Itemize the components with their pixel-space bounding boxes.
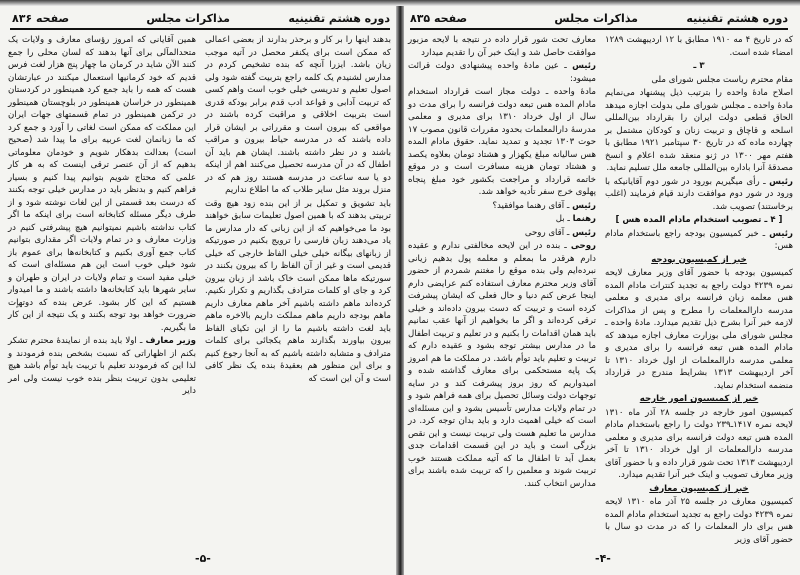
paragraph-text: کمیسیون معارف در جلسه ۲۵ آذر ماه ۱۳۱۰ لایحه نمره ۴۲۳۹ دولت راجع به تجدید استخدام مادام المده هس برای دار المعلمات را که در مدت دو سال با حضور آقای وزیر bbox=[605, 497, 793, 545]
paragraph-text: ـ رأی میگیریم بورود در شور دوم آقایانیکه با ورود در شور دوم موافقت دارند قیام فرمایند (اغلب برخاستند) تصویب شد. bbox=[605, 176, 793, 212]
paragraph bbox=[408, 34, 596, 59]
paragraph bbox=[605, 267, 793, 392]
paragraph-text: باید تشویق و تمکیل بر از این بنده زود هیچ وقت تربیتی بدهند که با همین اصول تعلیمات سابق خواهند بود ما می‌خواهیم که از این زبانی که دار مدارس ما یاد می‌دهند زبان فارسی را ترویج بکنیم در صورتیکه از زبانهای بیگانه خیلی خیلی الفاظ خارجی که خیلی قدیمی است و غیر از آن الفاظ را که بیرون بکنند در سورتیکه ماها ممکن است خاک باشد از زبان بیرون کرد و جای او کلمات مترادف بگذاریم و تکرار نکنیم. کرده‌اند ماهم داشته باشیم آخر ماهم معارف داریم ماهم بودجه داریم ماهم مملکت داریم بالاخره ماهم باید لغت داشته باشیم ما را از این تکیای الفاظ بیرون بیاورند بگذارند ماهم یکجائی برای کلمات مترادف و متشابه داشته باشیم که به آنجا رجوع کنیم و برای این منظور هم بعقیدهٔ بنده یک نظر کافی است و آن این است که bbox=[205, 198, 391, 384]
speaker-name: روحی bbox=[570, 241, 596, 251]
paragraph-text: مادهٔ واحده ـ دولت مجاز است قرارداد استخدام مادام المده هس تبعه دولت فرانسه را برای مدت دو سال از اول خرداد ۱۳۱۰ برای مدیری و معلمی مدرسهٔ دارالمعلمات بحدود مقررات قانون مصوب ۱۷ حوت ۱۳۰۳ تجدید و تمدید نماید. حقوق مادام المده هس سالیانه مبلغ یکهزار و هشتاد تومان بعلاوه یکصد و هشتاد تومان هزینه مسافرت است و در موقع خاتمه قرارداد و مراجعت بکشور خود مبلغ پنجاه پهلوی خرج سفر تأدیه خواهد شد. bbox=[408, 87, 597, 197]
section-heading: [ ۴ ـ تصویب استخدام مادام المده هس ] bbox=[615, 215, 783, 225]
page-header bbox=[10, 12, 390, 30]
paragraph-text: همین آقایانی که امروز رؤسای معارف و ولایات یک متحدالمآلی برای آنها بدهند که لسان محلی را جمع کنند الآن شاید در کرمان ما چهار پنج هزار لغت فرس قدیم که خود کرمانیها استعمال میکنند در عبارتشان هست که همه را باید جمع کرد همینطور در کردستان همینطور در خراسان همینطور در بلوچستان همینطور در ترکمن همینطور در تمام قسمتهای جهات ایران این مملکت که ممکن است لغاتی را آورد و جمع کرد که ما زبانمان لغت عربیه برای ما پیدا شد (صحیح است) بعدالت بدهکار شویم و خودمان معلوماتی بدهیم که از آن عنصر ترقی اینست که به هر کار علمی که محتاج شویم بتوانیم پیدا کنیم و بسیار فراهم کنیم و بدنظر باید در مدارس خیلی توجه بکنند که درست بعد قسمتی از این لغات نوشته شود و از طرف دیگر مسئله کتابخانه است برای اینکه ما اگر کتاب نداشته باشیم نمیتوانیم هیچ پیشرفتی کنیم در وزارت معارف و در تمام ولایات اگر مقداری بتوانیم کتاب جمع آوری بکنیم و کتابخانه‌ها برای عموم باز شود خیلی خوب است این هم مسئله‌ای است که خیلی مفید است و تمام ولایات در ایران و طهران و سایر شهرها باید کتابخانه‌ها داشته باشند و ما امیدوار هستیم که این کار بشود. عرض بنده که دوتهاٍت ضرورت خواهد بود توجه بکنند و یک نتیجه از این کار ما بگیریم. bbox=[8, 35, 196, 333]
section-heading: ۳ ـ bbox=[693, 61, 705, 71]
page-title: مذاکرات مجلس bbox=[146, 12, 230, 25]
report-heading: خبر از کمیسیون امور خارجه bbox=[639, 394, 759, 404]
paragraph bbox=[205, 34, 391, 197]
paragraph bbox=[408, 200, 596, 213]
paragraph bbox=[605, 87, 793, 175]
scan-shadow bbox=[0, 0, 800, 6]
speaker-name: وزیر معارف bbox=[145, 336, 196, 346]
column-right bbox=[605, 34, 793, 547]
paragraph-text: ـ آقای رهنما موافقید؟ bbox=[492, 200, 573, 211]
book-gutter bbox=[396, 0, 404, 575]
speaker-name: رئیس bbox=[572, 200, 596, 211]
column-left bbox=[408, 34, 596, 491]
page-number: صفحه ۸۳۵ bbox=[410, 12, 468, 25]
page-title: مذاکرات مجلس bbox=[554, 12, 638, 25]
speaker-name: رئیس bbox=[769, 176, 793, 187]
paragraph bbox=[605, 407, 793, 482]
paragraph bbox=[408, 227, 596, 240]
page-footer-number: -۴- bbox=[595, 552, 611, 565]
session-label: دوره هشتم تقنینیه bbox=[288, 12, 390, 25]
column-right bbox=[205, 34, 391, 386]
speaker-name: رئیس bbox=[572, 227, 596, 238]
paragraph bbox=[605, 74, 793, 87]
column-left bbox=[8, 34, 196, 399]
paragraph-text: اصلاح مادهٔ واحده را بترتیب ذیل پیشنهاد می‌نمایم مادهٔ واحده ـ مجلس شورای ملی بدولت اجازه میدهد الحاق قطعی دولت ایران را بقرارداد بین‌المللی اسلحه و قاچاق و تربیت زنان و کودکان مشتمل بر چهارده ماده که در تاریخ ۳۰ سپتامبر ۱۹۲۱ مطابق با هفتم مهر ۱۳۰۰ در ژنو منعقد شده اعلام و انسخ مصدقهٔ آنرا باداره بین‌المللی جامعه ملل تسلیم نماید. bbox=[605, 88, 793, 173]
paragraph-text: کمیسیون بودجه با حضور آقای وزیر معارف لایحه نمره ۴۲۳۹ دولت راجع به تجدید کنترات مادام المده هس معلمه زبان فرانسه برای مدیری و معلمی مدرسه دارالمعلمات را مطرح و پس از مذاکرات لازمه خبر آنرا بشرح ذیل تقدیم میدارد. مادهٔ واحده ـ مجلس شورای ملی بوزارت معارف اجازه میدهد که مادام المده هس تبعه فرانسه را برای مدیری و معلمی مدرسه دارالمعلمات از اول خرداد ۱۳۱۰ تا آخر اردیبهشت ۱۳۱۳ بشرایط مندرج در قرارداد منضمه استخدام نماید. bbox=[605, 268, 794, 391]
page-header bbox=[410, 12, 788, 30]
report-heading: خبر از کمیسیون بودجه bbox=[651, 254, 747, 265]
paragraph bbox=[605, 496, 793, 546]
paragraph-text: ـ اولا باید بنده از نمایندهٔ محترم تشکر بکنم از اظهاراتی که نسبت بشخص بنده فرمودند و لذا این که فرمودند تعلیم با تربیت باید توأم باشد هیچ تعلیمی بدون تربیت بنظر بنده خوب نیست ولی امر دایر bbox=[8, 336, 196, 396]
paragraph bbox=[605, 176, 793, 214]
paragraph bbox=[8, 335, 196, 398]
speaker-name: رهنما bbox=[572, 214, 596, 224]
paragraph-text: ـ عین مادهٔ واحده پیشنهادی دولت قرائت میشود: bbox=[408, 61, 596, 84]
paragraph-text: ـ بنده در این لایحه مخالفتی ندارم و عقیده دارم هرقدر ما بمعلم و معلمه پول بدهیم زیانی نبرده‌ایم ولی بنده موقع را مغتنم شمردم از حضور آقای وزیر محترم معارف استفاده کنم عرایضی دارم اینجا عرض کنم دنیا و حال فعلی که ایشان پیشرفت کرده است و تربیت که دست بیرون داده‌اند و خیلی ترقی کرده‌اند و اگر ما بخواهیم از آنها عقب نمانیم باید همان اقدامات را بکنیم و در تعلیم و تربیت اطفال ما در مدارس بیشتر توجه بشود و عقیده دارم که تربیت و تعلیم باید توأم باشد. در مملکت ما هم امروز یک پایه مستحکمی برای معارف گذاشته شده و امیدواریم که روز بروز پیشرفت کند و در سایه توجهات دولت وسائل تحصیل برای همه فراهم شود و در تمام ولایات مدارس تأسیس بشود و این مسئله‌ای است که خیلی اهمیت دارد و باید بدان توجه کرد. در مدارس ما تعلیم هست ولی تربیت نیست و این نقص بزرگی است و باید در این قسمت اقدامات جدی بعمل آید تا اطفال ما که آتیه مملکت هستند خوب تربیت شوند و معلمین را که تربیت شده باشند برای مدارس انتخاب کنند. bbox=[408, 241, 596, 489]
paragraph bbox=[605, 34, 793, 59]
paragraph bbox=[605, 228, 793, 253]
paragraph-text: بدهند اینها را بر کار و برحذر بدارند از بعضی اعمالی که ممکن است برای یکنفر محصل در آتیه موجب زیان باشد. ایزرا آنچه که بنده تشخیص کردم در مدارس لشنیدم یک کلمه راجع بتربیت گفته شود ولی اصول تعلیم و تدریسی خیلی خوب است واهم کسی که تربیت آدابی و قواعد ادب قدم برابر بودکه قدری است بتربیت اخلاقی و مراقبت کرده باشند در مواقعی که بیرون است و مقرراتی بر ایشان قرار داده باشند که در مدرسه حیاط بیرون و مراقب باشند و در نظر داشته باشند. ایشان هم باید آن اطفال که در آن مدرسه تحصیل می‌کنند اهم از اینکه دو یا سه ساعت در مدرسه هستند روز هم که در منزل بروند مثل سایر طلاب که ما اطلاع نداریم bbox=[205, 35, 391, 195]
paragraph-text: کمیسیون امور خارجه در جلسه ۲۸ آذر ماه ۱۳۱۰ لایحه نمره ۱۴۱۷ـ۲۳۹ دولت را راجع باستخدام مادام المده هس تبعه دولت فرانسه برای مدیری و معلمی مدرسه دارالمعلمات از اول خرداد ۱۳۱۰ تا آخر اردیبهشت ۱۳۱۳ تحت شور قرار داده و با حضور آقای وزیر معارف تصویب و اینک خبر آنرا تقدیم میدارد. bbox=[605, 407, 794, 480]
paragraph-text: ـ بل bbox=[555, 214, 573, 224]
page-footer-number: -۵- bbox=[195, 552, 211, 565]
page-number: صفحه ۸۳۶ bbox=[12, 12, 70, 25]
paragraph-text: معارف تحت شور قرار داده در نتیجه با لایحه مزبور موافقت حاصل شد و اینک خبر آن را تقدیم میدارد bbox=[408, 35, 596, 58]
paragraph bbox=[205, 198, 391, 386]
right-page bbox=[400, 0, 800, 575]
paragraph bbox=[408, 213, 596, 226]
speaker-name: رئیس bbox=[572, 61, 596, 71]
paragraph bbox=[408, 240, 596, 490]
paragraph bbox=[8, 34, 196, 334]
paragraph-text: مقام محترم ریاست مجلس شورای ملی bbox=[651, 74, 793, 85]
paragraph-text: ـ آقای روحی bbox=[524, 227, 573, 238]
paragraph bbox=[408, 60, 596, 85]
paragraph-text: که در تاریخ ۴ مه ۱۹۱۰ مطابق با ۱۲ اردیبهشت ۱۲۸۹ امضاء شده است. bbox=[605, 35, 793, 58]
paragraph bbox=[408, 86, 596, 199]
session-label: دوره هشتم تقنینیه bbox=[686, 12, 788, 25]
speaker-name: رئیس bbox=[769, 228, 793, 239]
report-heading: خبر از کمیسیون معارف bbox=[649, 483, 749, 494]
paragraph-text: ـ خبر کمیسیون بودجه راجع باستخدام مادام هس: bbox=[605, 228, 793, 251]
